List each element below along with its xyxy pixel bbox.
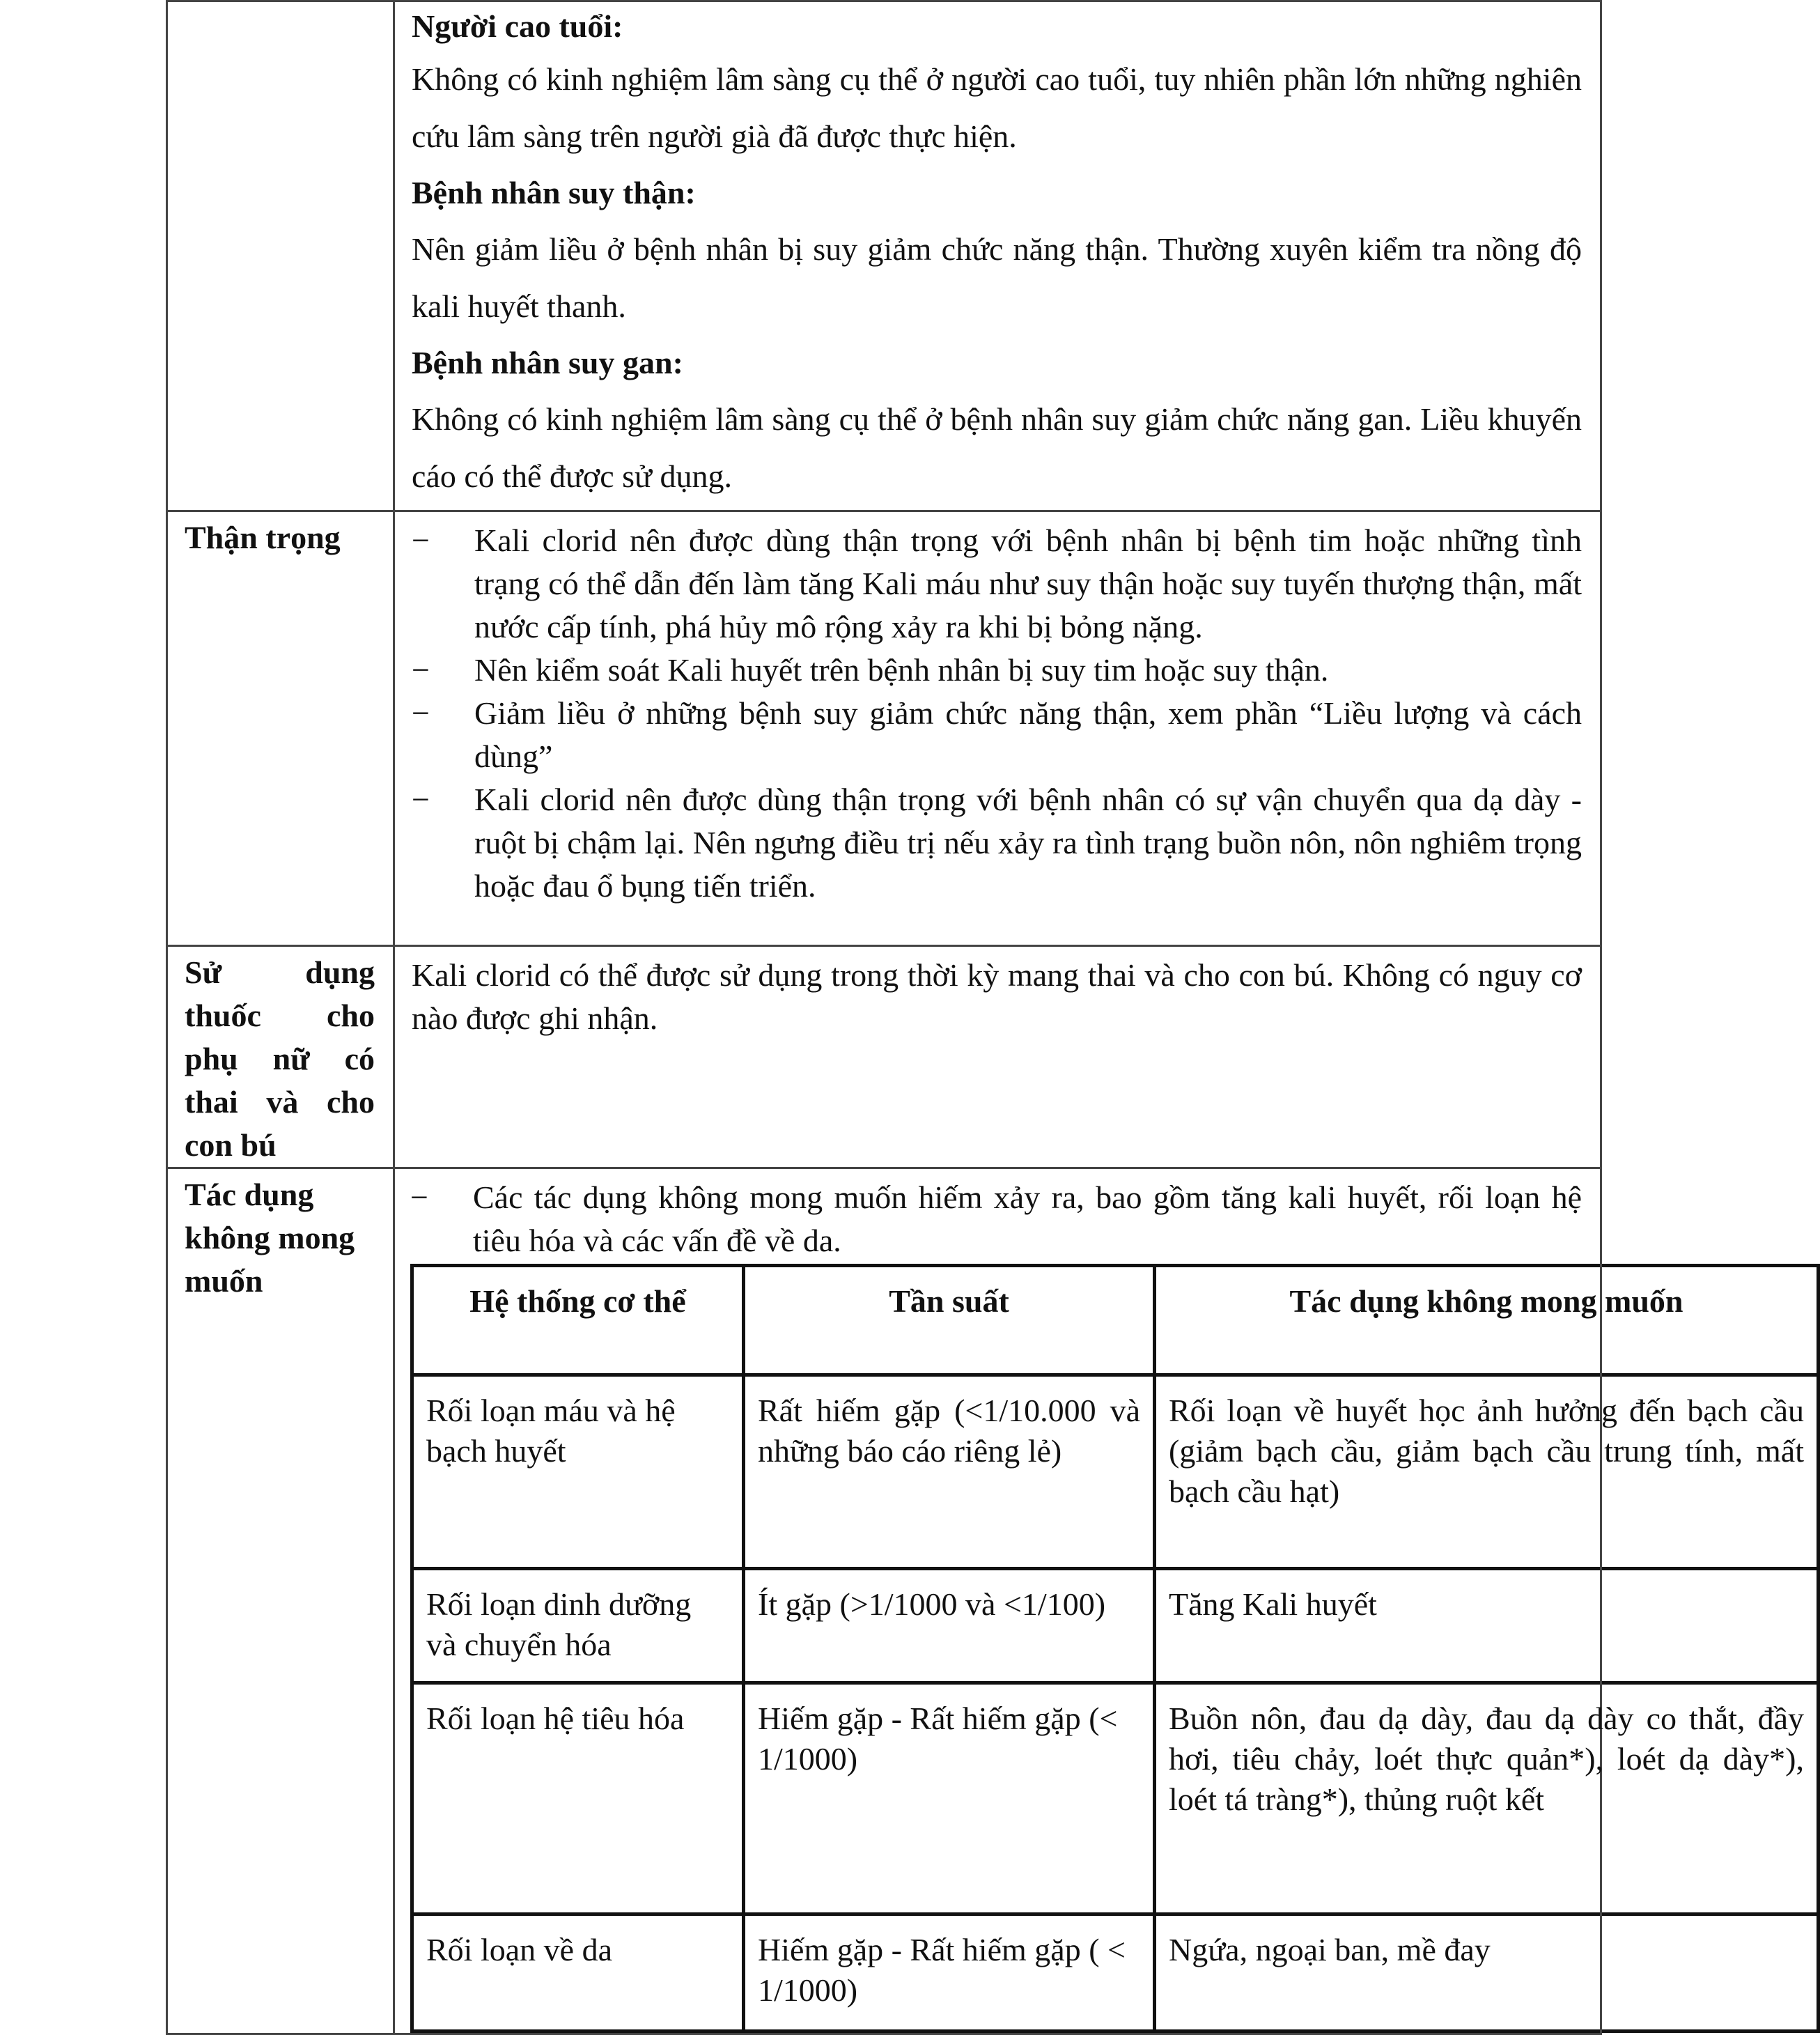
cell-frequency: Hiếm gặp - Rất hiếm gặp ( < 1/1000) (744, 1914, 1155, 2032)
adverse-effects-label: Tác dụng không mong muốn (167, 1168, 394, 2034)
table-row (412, 1569, 1819, 1683)
empty-label-cell (167, 1, 394, 511)
renal-heading: Bệnh nhân suy thận: (412, 175, 696, 210)
precautions-cell (394, 511, 1601, 946)
adverse-effects-table (410, 1264, 1820, 2033)
cell-system: Rối loạn dinh dưỡng và chuyển hóa (412, 1569, 744, 1683)
cell-frequency: Rất hiếm gặp (<1/10.000 và những báo cáo riêng lẻ) (744, 1375, 1155, 1569)
adverse-effects-row (167, 1168, 1601, 2034)
adverse-table-header (412, 1266, 1819, 1375)
adverse-intro-list (410, 1176, 1585, 1262)
cell-frequency: Ít gặp (>1/1000 và <1/100) (744, 1569, 1155, 1683)
precautions-row (167, 511, 1601, 946)
precautions-label: Thận trọng (167, 511, 394, 946)
dosage-populations-row (167, 1, 1601, 511)
cell-effect: Tăng Kali huyết (1155, 1569, 1819, 1683)
hepatic-text: Không có kinh nghiệm lâm sàng cụ thể ở bệnh nhân suy giảm chức năng gan. Liều khuyến cáo có thể được sử dụng. (412, 401, 1582, 494)
header-body-system: Hệ thống cơ thể (412, 1266, 744, 1375)
cell-system: Rối loạn máu và hệ bạch huyết (412, 1375, 744, 1569)
cell-system: Rối loạn hệ tiêu hóa (412, 1683, 744, 1914)
drug-info-table (166, 0, 1804, 2035)
cell-system: Rối loạn về da (412, 1914, 744, 2032)
precaution-item: − Kali clorid nên được dùng thận trọng với bệnh nhân bị bệnh tim hoặc những tình trạng có thể dẫn đến làm tăng Kali máu như suy thận hoặc suy tuyến thượng thận, mất nước cấp tính, phá hủy mô rộng xảy ra khi bị bỏng nặng. (412, 519, 1582, 649)
document-page (166, 0, 1804, 2035)
pregnancy-cell (394, 946, 1601, 1168)
elderly-heading: Người cao tuổi: (412, 8, 623, 44)
precaution-item: − Giảm liều ở những bệnh suy giảm chức năng thận, xem phần “Liều lượng và cách dùng” (412, 692, 1582, 778)
precautions-list (412, 519, 1582, 908)
table-row (412, 1683, 1819, 1914)
cell-effect: Rối loạn về huyết học ảnh hưởng đến bạch cầu (giảm bạch cầu, giảm bạch cầu trung tính, mất bạch cầu hạt) (1155, 1375, 1819, 1569)
pregnancy-label: Sử dụng thuốc cho phụ nữ có thai và cho con bú (167, 946, 394, 1168)
elderly-text: Không có kinh nghiệm lâm sàng cụ thể ở người cao tuổi, tuy nhiên phần lớn những nghiên cứu lâm sàng trên người già đã được thực hiện. (412, 61, 1582, 154)
adverse-effects-cell (394, 1168, 1804, 2034)
precaution-item: − Nên kiểm soát Kali huyết trên bệnh nhân bị suy tim hoặc suy thận. (412, 649, 1582, 692)
header-adverse-effect: Tác dụng không mong muốn (1155, 1266, 1819, 1375)
cell-frequency: Hiếm gặp - Rất hiếm gặp (< 1/1000) (744, 1683, 1155, 1914)
cell-effect: Buồn nôn, đau dạ dày, đau dạ dày co thắt, đầy hơi, tiêu chảy, loét thực quản*), loét dạ dày*), loét tá tràng*), thủng ruột kết (1155, 1683, 1819, 1914)
cell-effect: Ngứa, ngoại ban, mề đay (1155, 1914, 1819, 2032)
precaution-item: − Kali clorid nên được dùng thận trọng với bệnh nhân có sự vận chuyển qua dạ dày - ruột bị chậm lại. Nên ngưng điều trị nếu xảy ra tình trạng buồn nôn, nôn nghiêm trọng hoặc đau ổ bụng tiến triển. (412, 778, 1582, 908)
pregnancy-row (167, 946, 1601, 1168)
table-row (412, 1914, 1819, 2032)
adverse-intro: − Các tác dụng không mong muốn hiếm xảy ra, bao gồm tăng kali huyết, rối loạn hệ tiêu hóa và các vấn đề về da. (410, 1176, 1582, 1262)
renal-text: Nên giảm liều ở bệnh nhân bị suy giảm chức năng thận. Thường xuyên kiểm tra nồng độ kali huyết thanh. (412, 231, 1582, 324)
header-frequency: Tần suất (744, 1266, 1155, 1375)
hepatic-heading: Bệnh nhân suy gan: (412, 345, 683, 380)
dosage-populations-cell (394, 1, 1601, 511)
table-row (412, 1375, 1819, 1569)
pregnancy-text: Kali clorid có thể được sử dụng trong thời kỳ mang thai và cho con bú. Không có nguy cơ nào được ghi nhận. (412, 957, 1582, 1036)
